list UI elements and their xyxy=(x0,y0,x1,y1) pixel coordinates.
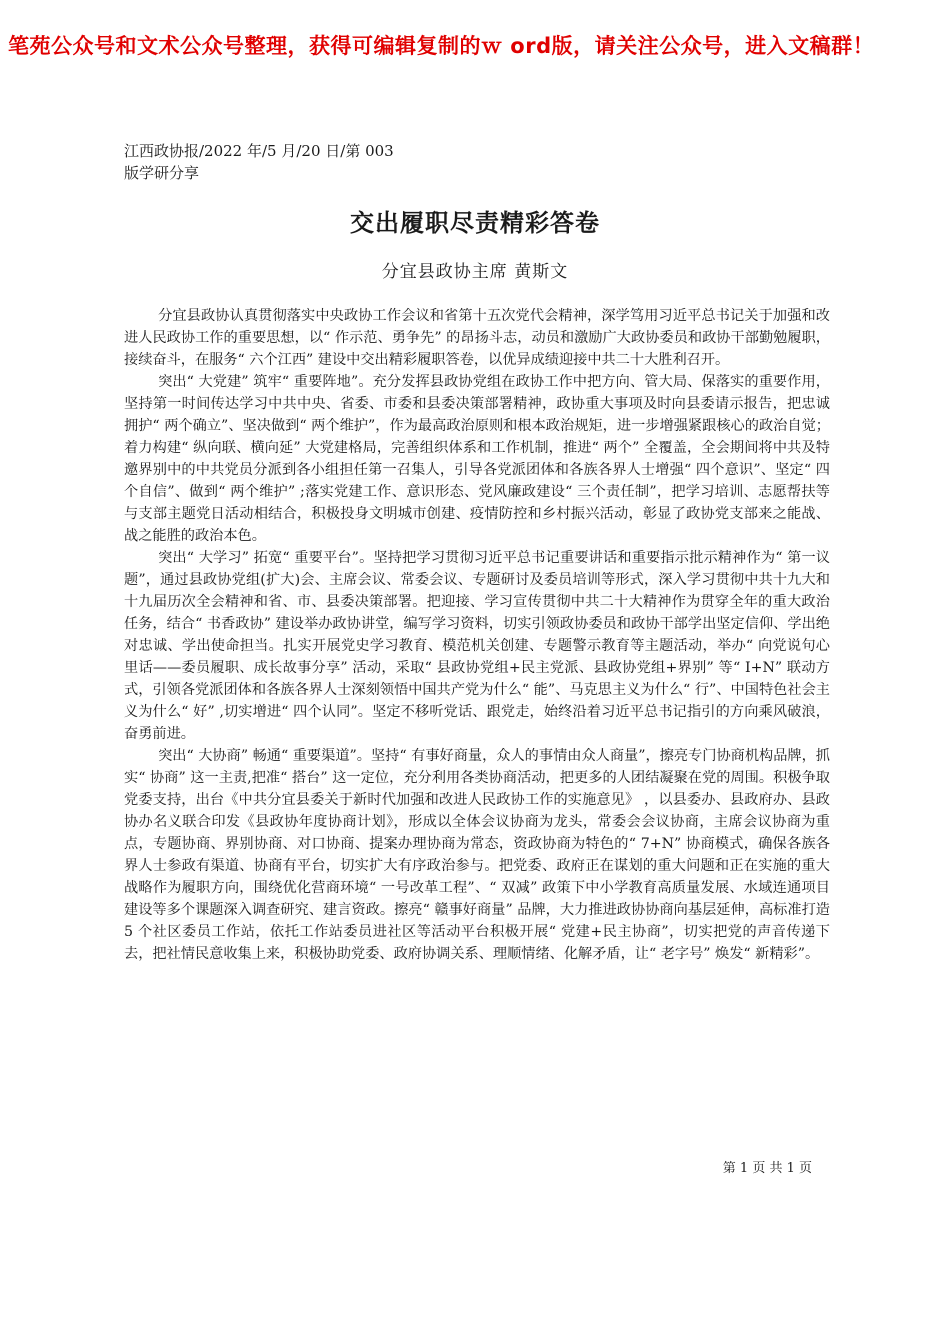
page-footer: 第 1 页 共 1 页 xyxy=(722,1161,812,1176)
source-citation xyxy=(124,140,394,184)
article-author: 分宜县政协主席 黄斯文 xyxy=(381,262,569,282)
paragraph-study: 突出“ 大学习” 拓宽“ 重要平台”。坚持把学习贯彻习近平总书记重要讲话和重要指示批示精神作为“ 第一议题”，通过县政协党组(扩大)会、主席会议、常委会议、专题研讨及委员培训等形式，深入学习贯彻中共十九大和十九届历次全会精神和省、市、县委决策部署。把迎接、学习宣传贯彻中共二十大精神作为贯穿全年的重大政治任务，结合“ 书香政协” 建设举办政协讲堂，编写学习资料，切实引领政协委员和政协干部学出坚定信仰、学出绝对忠诚、学出使命担当。扎实开展党史学习教育、模范机关创建、专题警示教育等主题活动，举办“ 向党说句心里话——委员履职、成长故事分享” 活动，采取“ 县政协党组+民主党派、县政协党组+界别” 等“ I+N” 联动方式，引领各党派团体和各族各界人士深刻领悟中国共产党为什么“ 能”、马克思主义为什么“ 行”、中国特色社会主义为什么“ 好” ,切实增进“ 四个认同”。坚定不移听党话、跟党走，始终沿着习近平总书记指引的方向乘风破浪，奋勇前进。 xyxy=(124,550,830,742)
article-title: 交出履职尽责精彩答卷 xyxy=(350,208,600,237)
paragraph-consultation: 突出“ 大协商” 畅通“ 重要渠道”。坚持“ 有事好商量，众人的事情由众人商量”，擦亮专门协商机构品牌，抓实“ 协商” 这一主责,把准“ 搭台” 这一定位，充分利用各类协商活动，把更多的人团结凝聚在党的周围。积极争取党委支持，出台《中共分宜县委关于新时代加强和改进人民政协工作的实施意见》 ，以县委办、县政府办、县政协办名义联合印发《县政协年度协商计划》，形成以全体会议协商为龙头，常委会会议协商，主席会议协商为重点，专题协商、界别协商、对口协商、提案办理协商为常态，资政协商为特色的“ 7+N” 协商模式，确保各族各界人士参政有渠道、协商有平台，切实扩大有序政治参与。把党委、政府正在谋划的重大问题和正在实施的重大战略作为履职方向，围绕优化营商环境“ 一号改革工程”、“ 双减” 政策下中小学教育高质量发展、水域连通项目建设等多个课题深入调查研究、建言资政。擦亮“ 赣事好商量” 品牌，大力推进政协协商向基层延伸，高标准打造 5 个社区委员工作站，依托工作站委员进社区等活动平台积极开展“ 党建+民主协商”，切实把党的声音传递下去，把社情民意收集上来，积极协助党委、政府协调关系、理顺情绪、化解矛盾，让“ 老字号” 焕发“ 新精彩”。 xyxy=(124,748,830,962)
paragraph-intro: 分宜县政协认真贯彻落实中央政协工作会议和省第十五次党代会精神，深学笃用习近平总书记关于加强和改进人民政协工作的重要思想，以“ 作示范、勇争先” 的昂扬斗志，动员和激励广大政协委员和政协干部勤勉履职，接续奋斗，在服务“ 六个江西” 建设中交出精彩履职答卷，以优异成绩迎接中共二十大胜利召开。 xyxy=(124,308,830,368)
promo-banner: 笔苑公众号和文术公众号整理，获得可编辑复制的ｗ ord版，请关注公众号，进入文稿群！ xyxy=(8,34,875,58)
source-line-2: 版学研分享 xyxy=(124,164,200,182)
article-body xyxy=(124,305,830,965)
paragraph-party-building: 突出“ 大党建” 筑牢“ 重要阵地”。充分发挥县政协党组在政协工作中把方向、管大局、保落实的重要作用，坚持第一时间传达学习中共中央、省委、市委和县委决策部署精神，政协重大事项及时向县委请示报告，把忠诚拥护“ 两个确立”、坚决做到“ 两个维护”，作为最高政治原则和根本政治规矩，进一步增强紧跟核心的政治自觉；着力构建“ 纵向联、横向延” 大党建格局，完善组织体系和工作机制，推进“ 两个” 全覆盖，全会期间将中共及特邀界别中的中共党员分派到各小组担任第一召集人，引导各党派团体和各族各界人士增强“ 四个意识”、坚定“ 四个自信”、做到“ 两个维护” ;落实党建工作、意识形态、党风廉政建设“ 三个责任制”，把学习培训、志愿帮扶等与支部主题党日活动相结合，积极投身文明城市创建、疫情防控和乡村振兴活动，彰显了政协党支部来之能战、战之能胜的政治本色。 xyxy=(124,374,830,544)
source-line-1: 江西政协报/2022 年/5 月/20 日/第 003 xyxy=(124,142,394,160)
